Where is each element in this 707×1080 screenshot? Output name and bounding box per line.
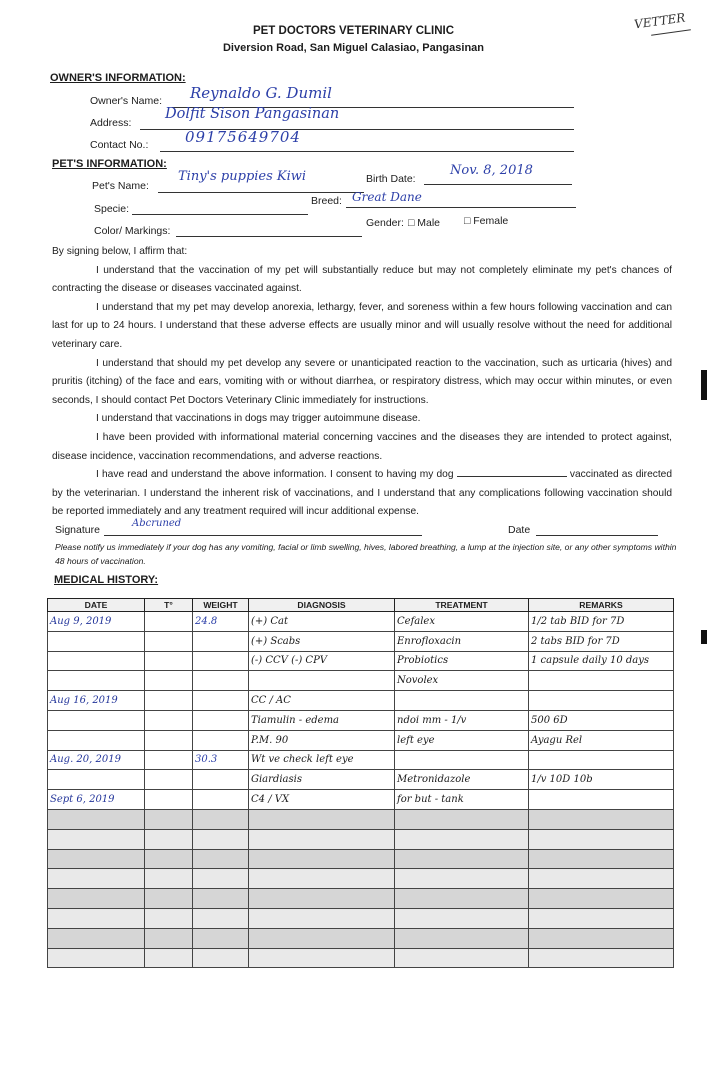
cell-diagnosis[interactable]: CC / AC: [249, 691, 395, 711]
cell-treatment[interactable]: [395, 829, 529, 849]
cell-temp[interactable]: [145, 671, 193, 691]
cell-temp[interactable]: [145, 612, 193, 632]
owner-name-value[interactable]: Reynaldo G. Dumil: [190, 84, 332, 102]
breed-line: [346, 207, 576, 208]
table-row: [48, 750, 674, 770]
cell-weight[interactable]: [193, 889, 249, 909]
cell-temp[interactable]: [145, 710, 193, 730]
cell-remarks[interactable]: [529, 809, 674, 829]
gender-label: Gender:: [366, 217, 404, 229]
cell-weight[interactable]: [193, 869, 249, 889]
dog-name-blank[interactable]: [457, 476, 567, 477]
cell-remarks[interactable]: 1/2 tab BID for 7D: [529, 612, 674, 632]
cell-weight[interactable]: [193, 790, 249, 810]
header-weight: WEIGHT: [193, 599, 249, 612]
consent-paragraph-4: I understand that vaccinations in dogs may trigger autoimmune disease.: [96, 413, 421, 425]
cell-temp[interactable]: [145, 691, 193, 711]
color-label: Color/ Markings:: [94, 225, 171, 237]
cell-date[interactable]: [48, 869, 145, 889]
cell-remarks[interactable]: [529, 869, 674, 889]
owner-name-label: Owner's Name:: [90, 95, 163, 107]
cell-remarks[interactable]: 500 6D: [529, 710, 674, 730]
consent-text-6b: vaccinated as directed by the veterinarian. I understand the inherent risk of vaccinations, and I understand that any complications following vaccination should be reported immediately and any treatment required will incur additional expense.: [52, 469, 672, 518]
cell-diagnosis[interactable]: Wt ve check left eye: [249, 750, 395, 770]
cell-date[interactable]: [48, 631, 145, 651]
cell-diagnosis[interactable]: [249, 928, 395, 948]
cell-weight[interactable]: 24.8: [193, 612, 249, 632]
medical-history-table: [47, 598, 674, 968]
header-treatment: TREATMENT: [395, 599, 529, 612]
cell-date[interactable]: [48, 908, 145, 928]
cell-weight[interactable]: [193, 948, 249, 968]
breed-label: Breed:: [311, 195, 342, 207]
cell-temp[interactable]: [145, 770, 193, 790]
gender-female-checkbox[interactable]: □ Female: [464, 215, 509, 227]
cell-treatment[interactable]: Probiotics: [395, 651, 529, 671]
date-label: Date: [508, 524, 531, 536]
cell-diagnosis[interactable]: (-) CCV (-) CPV: [249, 651, 395, 671]
table-row: [48, 770, 674, 790]
pet-name-value[interactable]: Tiny's puppies Kiwi: [178, 169, 307, 184]
cell-diagnosis[interactable]: (+) Scabs: [249, 631, 395, 651]
table-body: [48, 612, 674, 968]
contact-label: Contact No.:: [90, 139, 149, 151]
consent-paragraph-1: I understand that the vaccination of my pet will substantially reduce but may not completely eliminate my pet's chances of contracting the disease or diseases vaccinated against.: [52, 264, 672, 295]
consent-paragraph-3: I understand that should my pet develop any severe or unanticipated reaction to the vaccination, such as urticaria (hives) and pruritis (itching) of the face and ears, vomiting with or without diarrhea, or respiratory distress, which may occur within minutes, or even seconds, I should contact Pet Doctors Veterinary Clinic immediately for instructions.: [52, 357, 672, 406]
cell-treatment[interactable]: Metronidazole: [395, 770, 529, 790]
pet-section-title: PET'S INFORMATION:: [52, 158, 167, 170]
cell-temp[interactable]: [145, 651, 193, 671]
table-row: [48, 671, 674, 691]
birth-date-value[interactable]: Nov. 8, 2018: [450, 163, 533, 178]
cell-date[interactable]: [48, 730, 145, 750]
clinic-name: PET DOCTORS VETERINARY CLINIC: [252, 25, 455, 37]
cell-treatment[interactable]: [395, 849, 529, 869]
cell-weight[interactable]: [193, 770, 249, 790]
cell-remarks[interactable]: 2 tabs BID for 7D: [529, 631, 674, 651]
cell-diagnosis[interactable]: [249, 829, 395, 849]
table-row: [48, 849, 674, 869]
cell-temp[interactable]: [145, 928, 193, 948]
cell-weight[interactable]: [193, 928, 249, 948]
cell-remarks[interactable]: [529, 691, 674, 711]
table-row: [48, 869, 674, 889]
cell-remarks[interactable]: [529, 948, 674, 968]
cell-date[interactable]: Aug 9, 2019: [48, 612, 145, 632]
cell-remarks[interactable]: Ayagu Rel: [529, 730, 674, 750]
birth-date-line: [424, 184, 572, 185]
date-line: [536, 535, 658, 536]
cell-remarks[interactable]: [529, 829, 674, 849]
cell-remarks[interactable]: [529, 928, 674, 948]
cell-diagnosis[interactable]: [249, 889, 395, 909]
cell-diagnosis[interactable]: [249, 869, 395, 889]
page-edge-mark: [701, 370, 707, 400]
cell-date[interactable]: Sept 6, 2019: [48, 790, 145, 810]
cell-remarks[interactable]: [529, 908, 674, 928]
cell-remarks[interactable]: [529, 849, 674, 869]
cell-weight[interactable]: [193, 908, 249, 928]
cell-remarks[interactable]: [529, 671, 674, 691]
cell-diagnosis[interactable]: [249, 671, 395, 691]
consent-paragraph-6: [52, 466, 672, 522]
gender-male-checkbox[interactable]: □ Male: [408, 217, 441, 229]
color-line: [176, 236, 362, 237]
cell-diagnosis[interactable]: C4 / VX: [249, 790, 395, 810]
cell-diagnosis[interactable]: P.M. 90: [249, 730, 395, 750]
cell-temp[interactable]: [145, 730, 193, 750]
table-row: [48, 928, 674, 948]
cell-treatment[interactable]: [395, 889, 529, 909]
table-row: [48, 691, 674, 711]
cell-date[interactable]: [48, 671, 145, 691]
consent-paragraph-5: I have been provided with informational material concerning vaccines and the diseases they are intended to protect against, disease incidence, vaccination recommendations, and adverse reactions.: [52, 431, 672, 462]
cell-date[interactable]: [48, 809, 145, 829]
cell-date[interactable]: [48, 829, 145, 849]
cell-date[interactable]: [48, 928, 145, 948]
cell-weight[interactable]: [193, 730, 249, 750]
breed-value[interactable]: Great Dane: [352, 190, 422, 204]
cell-treatment[interactable]: ndoi mm - 1/v: [395, 710, 529, 730]
cell-temp[interactable]: [145, 750, 193, 770]
notice-text: Please notify us immediately if your dog has any vomiting, facial or limb swelling, hives, labored breathing, a lump at the injection site, or any other symptoms within 48 hours of vaccination.: [55, 542, 677, 566]
header-remarks: REMARKS: [529, 599, 674, 612]
cell-temp[interactable]: [145, 948, 193, 968]
table-row: [48, 730, 674, 750]
specie-line: [132, 214, 308, 215]
cell-weight[interactable]: [193, 849, 249, 869]
table-row: [48, 631, 674, 651]
signature-line: [104, 535, 422, 536]
cell-treatment[interactable]: Cefalex: [395, 612, 529, 632]
signature-value[interactable]: Abcruned: [132, 518, 182, 529]
header-diagnosis: DIAGNOSIS: [249, 599, 395, 612]
cell-date[interactable]: [48, 651, 145, 671]
cell-date[interactable]: Aug 16, 2019: [48, 691, 145, 711]
cell-treatment[interactable]: [395, 948, 529, 968]
cell-temp[interactable]: [145, 889, 193, 909]
cell-diagnosis[interactable]: [249, 809, 395, 829]
cell-date[interactable]: [48, 849, 145, 869]
cell-remarks[interactable]: 1 capsule daily 10 days: [529, 651, 674, 671]
header-temp: T°: [145, 599, 193, 612]
table-row: [48, 710, 674, 730]
cell-weight[interactable]: [193, 710, 249, 730]
signature-label: Signature: [55, 524, 100, 536]
cell-remarks[interactable]: [529, 790, 674, 810]
table-row: [48, 948, 674, 968]
cell-weight[interactable]: 30.3: [193, 750, 249, 770]
table-row: [48, 651, 674, 671]
header-date: DATE: [48, 599, 145, 612]
corner-note: VETTER: [632, 10, 686, 32]
cell-diagnosis[interactable]: [249, 948, 395, 968]
specie-label: Specie:: [94, 203, 130, 215]
table-row: [48, 829, 674, 849]
cell-weight[interactable]: [193, 671, 249, 691]
cell-date[interactable]: [48, 770, 145, 790]
cell-treatment[interactable]: Novolex: [395, 671, 529, 691]
consent-paragraph-2: I understand that my pet may develop anorexia, lethargy, fever, and soreness within a few hours following vaccination and can last for up to 24 hours. I understand that these adverse effects are usually minor and will usually resolve without the need for additional veterinary care.: [52, 301, 672, 350]
cell-treatment[interactable]: Enrofloxacin: [395, 631, 529, 651]
cell-weight[interactable]: [193, 829, 249, 849]
address-label: Address:: [90, 117, 132, 129]
cell-weight[interactable]: [193, 651, 249, 671]
clinic-address: Diversion Road, San Miguel Calasiao, Pangasinan: [222, 42, 484, 54]
table-row: [48, 612, 674, 632]
cell-temp[interactable]: [145, 869, 193, 889]
cell-remarks[interactable]: [529, 750, 674, 770]
cell-treatment[interactable]: left eye: [395, 730, 529, 750]
cell-date[interactable]: [48, 889, 145, 909]
table-row: [48, 809, 674, 829]
cell-temp[interactable]: [145, 631, 193, 651]
table-row: [48, 889, 674, 909]
consent-intro: By signing below, I affirm that:: [52, 246, 188, 257]
cell-diagnosis[interactable]: Tiamulin - edema: [249, 710, 395, 730]
cell-diagnosis[interactable]: (+) Cat: [249, 612, 395, 632]
cell-date[interactable]: [48, 710, 145, 730]
table-header-row: [48, 599, 674, 612]
cell-temp[interactable]: [145, 829, 193, 849]
owner-section-title: OWNER'S INFORMATION:: [50, 72, 186, 84]
cell-diagnosis[interactable]: [249, 908, 395, 928]
cell-date[interactable]: Aug. 20, 2019: [48, 750, 145, 770]
cell-weight[interactable]: [193, 631, 249, 651]
contact-value[interactable]: 09175649704: [185, 128, 301, 146]
table-row: [48, 790, 674, 810]
contact-line: [160, 151, 574, 152]
cell-weight[interactable]: [193, 809, 249, 829]
consent-text: [52, 243, 672, 522]
cell-treatment[interactable]: [395, 809, 529, 829]
cell-treatment[interactable]: [395, 691, 529, 711]
cell-temp[interactable]: [145, 908, 193, 928]
consent-text-6a: I have read and understand the above information. I consent to having my dog: [96, 469, 454, 481]
cell-treatment[interactable]: [395, 928, 529, 948]
cell-date[interactable]: [48, 948, 145, 968]
cell-temp[interactable]: [145, 849, 193, 869]
pet-name-label: Pet's Name:: [92, 180, 149, 192]
cell-temp[interactable]: [145, 809, 193, 829]
cell-remarks[interactable]: [529, 889, 674, 909]
cell-treatment[interactable]: [395, 869, 529, 889]
cell-diagnosis[interactable]: Giardiasis: [249, 770, 395, 790]
table-row: [48, 908, 674, 928]
address-value[interactable]: Dolfit Sison Pangasinan: [165, 106, 340, 122]
cell-weight[interactable]: [193, 691, 249, 711]
cell-remarks[interactable]: 1/v 10D 10b: [529, 770, 674, 790]
cell-treatment[interactable]: [395, 908, 529, 928]
pet-name-line: [158, 192, 364, 193]
cell-temp[interactable]: [145, 790, 193, 810]
cell-treatment[interactable]: for but - tank: [395, 790, 529, 810]
page-edge-mark-2: [701, 630, 707, 644]
birth-date-label: Birth Date:: [366, 173, 416, 185]
cell-treatment[interactable]: [395, 750, 529, 770]
medical-section-title: MEDICAL HISTORY:: [54, 574, 159, 586]
cell-diagnosis[interactable]: [249, 849, 395, 869]
